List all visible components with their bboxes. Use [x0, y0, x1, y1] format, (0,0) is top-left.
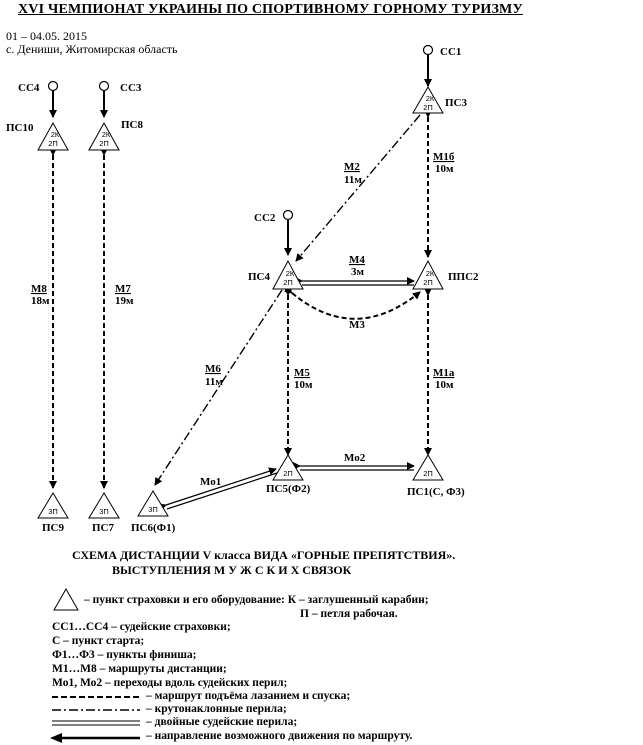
node-pps2-label: ППС2 — [448, 271, 479, 283]
svg-text:3П: 3П — [48, 507, 58, 516]
route-m7-name: М7 — [115, 283, 131, 295]
route-m2-line — [296, 115, 420, 261]
legend-triangle-icon — [54, 589, 78, 610]
route-m4-len: 3м — [351, 266, 364, 278]
legend-finish: Ф1…Ф3 – пункты финиша; — [52, 649, 197, 661]
judge-cc1 — [424, 46, 433, 87]
judge-cc3-label: СС3 — [120, 82, 142, 94]
svg-text:3П: 3П — [148, 505, 158, 514]
svg-text:2К: 2К — [425, 94, 435, 103]
judge-cc2-label: СС2 — [254, 212, 276, 224]
judge-cc1-label: СС1 — [440, 46, 462, 58]
legend-arrow-head — [50, 733, 62, 743]
route-m3-arc — [292, 292, 420, 319]
scheme-caption-line2: ВЫСТУПЛЕНИЯ М У Ж С К И Х СВЯЗОК — [112, 563, 352, 577]
node-ps10 — [38, 123, 68, 150]
node-pps2 — [413, 261, 443, 289]
svg-text:2К: 2К — [285, 269, 295, 278]
judge-cc3 — [100, 82, 109, 118]
svg-text:2П: 2П — [423, 103, 433, 112]
legend-arrow-text: – направление возможного движения по маршруту. — [146, 730, 413, 742]
route-m1a-len: 10м — [435, 379, 454, 391]
svg-text:2К: 2К — [50, 130, 60, 139]
route-m1b-len: 10м — [435, 163, 454, 175]
node-ps5-label: ПС5(Ф2) — [266, 483, 311, 495]
route-m1a-name: М1а — [433, 367, 455, 379]
node-ps5 — [273, 455, 303, 480]
node-ps4 — [273, 261, 303, 289]
judge-cc4 — [49, 82, 58, 118]
route-m2-len: 11м — [344, 174, 362, 186]
node-ps1 — [413, 455, 443, 480]
svg-text:2П: 2П — [423, 469, 433, 478]
svg-text:2П: 2П — [283, 469, 293, 478]
route-m2-name: М2 — [344, 161, 360, 173]
route-m3-name: М3 — [349, 319, 365, 331]
svg-text:2П: 2П — [48, 139, 58, 148]
legend-double-text: – двойные судейские перила; — [146, 716, 298, 728]
legend-dashed-text: – маршрут подъёма лазанием и спуска; — [146, 690, 351, 702]
node-ps6-label: ПС6(Ф1) — [131, 522, 176, 534]
route-m6-len: 11м — [205, 376, 223, 388]
route-m1b-name: М1б — [433, 151, 455, 163]
node-ps9-label: ПС9 — [42, 522, 64, 534]
node-ps8-label: ПС8 — [121, 119, 143, 131]
legend-triangle-text2: П – петля рабочая. — [300, 608, 398, 620]
legend-triangle-text: – пункт страховки и его оборудование: К – заглушенный карабин; — [84, 594, 429, 606]
svg-text:2П: 2П — [99, 139, 109, 148]
legend-transitions: Мо1, Мо2 – переходы вдоль судейских перил; — [52, 677, 288, 689]
svg-text:2К: 2К — [425, 269, 435, 278]
route-m4-name: М4 — [349, 254, 365, 266]
route-mo1-name: Мо1 — [200, 476, 222, 488]
svg-text:3П: 3П — [99, 507, 109, 516]
legend-start: С – пункт старта; — [52, 635, 145, 647]
legend-routes: М1…М8 – маршруты дистанции; — [52, 663, 227, 675]
route-m5-name: М5 — [294, 367, 310, 379]
route-mo1-line-b — [167, 473, 277, 509]
judge-cc4-label: СС4 — [18, 82, 40, 94]
route-m5-len: 10м — [294, 379, 313, 391]
node-ps3-label: ПС3 — [445, 97, 467, 109]
node-ps3 — [413, 87, 443, 113]
scheme-caption-line1: СХЕМА ДИСТАНЦИИ V класса ВИДА «ГОРНЫЕ ПРЕПЯТСТВИЯ». — [72, 548, 456, 562]
svg-text:2П: 2П — [423, 278, 433, 287]
node-ps4-label: ПС4 — [248, 271, 270, 283]
svg-text:2К: 2К — [101, 130, 111, 139]
node-ps10-label: ПС10 — [6, 122, 34, 134]
route-mo2-name: Мо2 — [344, 452, 366, 464]
route-m6-name: М6 — [205, 363, 221, 375]
node-ps1-label: ПС1(С, Ф3) — [407, 486, 465, 498]
event-dates: 01 – 04.05. 2015 — [6, 29, 87, 43]
event-place: с. Дениши, Житомирская область — [6, 42, 178, 56]
legend-judges: СС1…СС4 – судейские страховки; — [52, 621, 231, 633]
node-ps7-label: ПС7 — [92, 522, 114, 534]
route-m8-name: М8 — [31, 283, 47, 295]
legend-dashdot-text: – крутонаклонные перила; — [146, 703, 287, 715]
node-ps9 — [38, 493, 68, 518]
node-ps8 — [89, 123, 119, 150]
node-ps7 — [89, 493, 119, 518]
route-m8-len: 18м — [31, 295, 50, 307]
judge-cc2 — [284, 211, 293, 256]
svg-text:2П: 2П — [283, 278, 293, 287]
route-m7-len: 19м — [115, 295, 134, 307]
node-ps6 — [138, 491, 168, 516]
page-title: XVI ЧЕМПИОНАТ УКРАИНЫ ПО СПОРТИВНОМУ ГОРНОМУ ТУРИЗМУ — [18, 2, 523, 17]
